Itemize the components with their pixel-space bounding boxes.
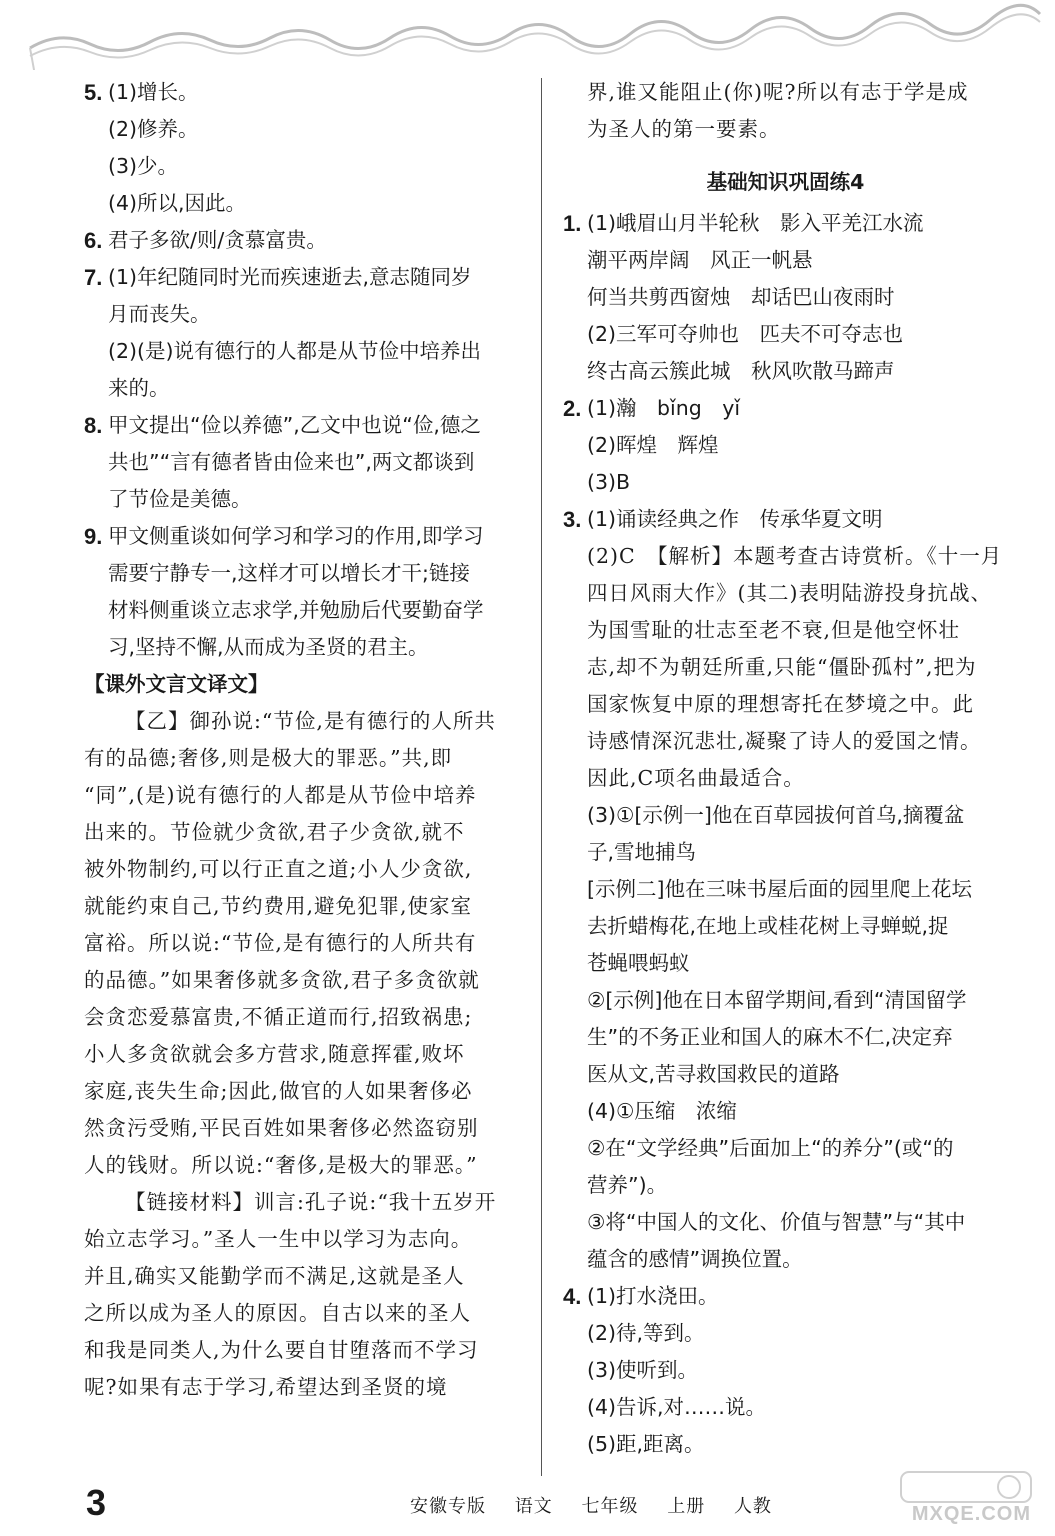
answer-line: (2)修养。: [108, 117, 199, 141]
link-material-text: [84, 1184, 524, 1406]
footer-volume: 上册: [667, 1496, 706, 1517]
answer-line: (3)少。: [108, 154, 179, 178]
watermark-logo: [891, 1468, 1041, 1530]
translation-line: 会贪恋爱慕富贵,不循正道而行,招致祸患;: [84, 1005, 473, 1029]
answer-line: 终古高云簇此城 秋风吹散马蹄声: [587, 359, 895, 383]
question-number: 1.: [563, 211, 582, 236]
question-number: 4.: [563, 1284, 582, 1309]
translation-line: 被外物制约,可以行正直之道;小人少贪欲,: [84, 857, 473, 881]
question-8: [84, 407, 524, 518]
question-7: [84, 259, 524, 407]
answer-line: 志,却不为朝廷所重,只能“僵卧孤村”,把为: [587, 655, 977, 679]
link-material-line: 并且,确实又能勤学而不满足,这就是圣人: [84, 1264, 465, 1288]
page-number: 3: [86, 1482, 107, 1523]
answer-line: 共也”“言有德者皆由俭来也”,两文都谈到: [108, 450, 475, 474]
answer-line: 了节俭是美德。: [108, 487, 252, 511]
link-material-line: 【链接材料】训言:孔子说:“我十五岁开: [125, 1190, 497, 1214]
answer-line: 医从文,苦寻救国救民的道路: [587, 1062, 840, 1086]
answer-line: 习,坚持不懈,从而成为圣贤的君主。: [108, 635, 429, 659]
question-number: 6.: [84, 228, 103, 253]
answer-line: 需要宁静专一,这样才可以增长才干;链接: [108, 561, 470, 585]
answer-line: 蕴含的感情”调换位置。: [587, 1247, 803, 1271]
answer-line: (5)距,距离。: [587, 1432, 705, 1456]
footer-grade: 七年级: [581, 1496, 639, 1517]
translation-text: [84, 703, 524, 1184]
question-number: 3.: [563, 507, 582, 532]
answer-line: 苍蝇喂蚂蚁: [587, 951, 690, 975]
answer-line: (2)待,等到。: [587, 1321, 705, 1345]
answer-line: (1)年纪随同时光而疾速逝去,意志随同岁: [108, 265, 472, 289]
translation-line: 家庭,丧失生命;因此,做官的人如果奢侈必: [84, 1079, 473, 1103]
question-3: [563, 501, 1008, 1278]
answer-line: 四日风雨大作》(其二)表明陆游投身抗战、: [587, 581, 992, 605]
answer-line: ②[示例]他在日本留学期间,看到“清国留学: [587, 988, 967, 1012]
answer-line: (1)增长。: [108, 80, 199, 104]
question-6: [84, 222, 524, 259]
answer-line: 来的。: [108, 376, 170, 400]
question-number: 7.: [84, 265, 103, 290]
answer-line: (3)使听到。: [587, 1358, 699, 1382]
answer-line: 营养”)。: [587, 1173, 668, 1197]
column-divider: [541, 78, 542, 1476]
translation-line: 人的钱财。所以说:“奢侈,是极大的罪恶。”: [84, 1153, 478, 1177]
link-material-line: 和我是同类人,为什么要自甘堕落而不学习: [84, 1338, 479, 1362]
answer-line: 何当共剪西窗烛 却话巴山夜雨时: [587, 285, 895, 309]
continued-line: 为圣人的第一要素。: [587, 117, 781, 141]
answer-line: 君子多欲/则/贪慕富贵。: [108, 228, 327, 252]
answer-line: 潮平两岸阔 风正一帆悬: [587, 248, 813, 272]
translation-line: 有的品德;奢侈,则是极大的罪恶。”共,即: [84, 746, 453, 770]
question-9: [84, 518, 524, 666]
watermark-logo-icon: [891, 1468, 1041, 1508]
question-number: 5.: [84, 80, 103, 105]
translation-line: 【乙】御孙说:“节俭,是有德行的人所共: [125, 709, 496, 733]
question-number: 2.: [563, 396, 582, 421]
answer-line: 为国雪耻的壮志至老不衰,但是他空怀壮: [587, 618, 961, 642]
answer-line: 甲文提出“俭以养德”,乙文中也说“俭,德之: [108, 413, 481, 437]
answer-line: 甲文侧重谈如何学习和学习的作用,即学习: [108, 524, 484, 548]
translation-title: 【课外文言文译文】: [84, 672, 269, 696]
answer-line: (2)三军可夺帅也 匹夫不可夺志也: [587, 322, 904, 346]
answer-line: (2)晖煌 辉煌: [587, 433, 719, 457]
continued-line: 界,谁又能阻止(你)呢?所以有志于学是成: [587, 80, 969, 104]
answer-line: 生”的不务正业和国人的麻木不仁,决定弃: [587, 1025, 953, 1049]
link-material-line: 始立志学习。”圣人一生中以学习为志向。: [84, 1227, 473, 1251]
question-4: [563, 1278, 1008, 1463]
answer-line: (4)所以,因此。: [108, 191, 247, 215]
footer-subject: 语文: [514, 1496, 553, 1517]
top-wave-decoration: [0, 0, 1055, 70]
left-column: [84, 74, 524, 1406]
translation-line: 然贪污受贿,平民百姓如果奢侈必然盗窃别: [84, 1116, 479, 1140]
translation-line: “同”,(是)说有德行的人都是从节俭中培养: [84, 783, 477, 807]
answer-line: ③将“中国人的文化、价值与智慧”与“其中: [587, 1210, 966, 1234]
translation-line: 的品德。”如果奢侈就多贪欲,君子多贪欲就: [84, 968, 480, 992]
link-material-line: 之所以成为圣人的原因。自古以来的圣人: [84, 1301, 471, 1325]
question-number: 8.: [84, 413, 103, 438]
answer-line: 因此,C项名曲最适合。: [587, 766, 805, 790]
translation-line: 富裕。所以说:“节俭,是有德行的人所共有: [84, 931, 477, 955]
answer-line: (1)诵读经典之作 传承华夏文明: [587, 507, 883, 531]
link-material-line: 呢?如果有志于学习,希望达到圣贤的境: [84, 1375, 448, 1399]
answer-line: (1)瀚 bǐng yǐ: [587, 396, 741, 420]
continued-translation: [563, 74, 1008, 148]
translation-line: 出来的。节俭就少贪欲,君子少贪欲,就不: [84, 820, 465, 844]
right-column: [563, 74, 1008, 1463]
answer-line: 月而丧失。: [108, 302, 211, 326]
answer-line: ②在“文学经典”后面加上“的养分”(或“的: [587, 1136, 954, 1160]
translation-line: 就能约束自己,节约费用,避免犯罪,使家室: [84, 894, 473, 918]
answer-line: (2)C 【解析】本题考查古诗赏析。《十一月: [587, 544, 1003, 568]
answer-line: (1)打水浇田。: [587, 1284, 719, 1308]
section-title: 基础知识巩固练4: [706, 170, 865, 194]
answer-line: (4)告诉,对……说。: [587, 1395, 767, 1419]
answer-line: (3)B: [587, 470, 631, 494]
answer-line: [示例二]他在三味书屋后面的园里爬上花坛: [587, 877, 972, 901]
question-number: 9.: [84, 524, 103, 549]
footer-edition: 安徽专版: [410, 1496, 486, 1517]
watermark-text: MXQE.COM: [911, 1503, 1031, 1525]
answer-line: (3)①[示例一]他在百草园拔何首乌,摘覆盆: [587, 803, 965, 827]
answer-line: (1)峨眉山月半轮秋 影入平羌江水流: [587, 211, 924, 235]
translation-line: 小人多贪欲就会多方营求,随意挥霍,败坏: [84, 1042, 465, 1066]
answer-line: 国家恢复中原的理想寄托在梦境之中。此: [587, 692, 974, 716]
answer-line: 去折蜡梅花,在地上或桂花树上寻蝉蜕,捉: [587, 914, 949, 938]
footer-publisher: 人教: [733, 1496, 772, 1517]
question-2: [563, 390, 1008, 501]
answer-line: 子,雪地捕鸟: [587, 840, 697, 864]
footer-info: [410, 1492, 794, 1518]
answer-line: 诗感情深沉悲壮,凝聚了诗人的爱国之情。: [587, 729, 982, 753]
answer-line: 材料侧重谈立志求学,并勉励后代要勤奋学: [108, 598, 484, 622]
question-1: [563, 205, 1008, 390]
answer-line: (4)①压缩 浓缩: [587, 1099, 737, 1123]
question-5: [84, 74, 524, 222]
answer-line: (2)(是)说有德行的人都是从节俭中培养出: [108, 339, 482, 363]
